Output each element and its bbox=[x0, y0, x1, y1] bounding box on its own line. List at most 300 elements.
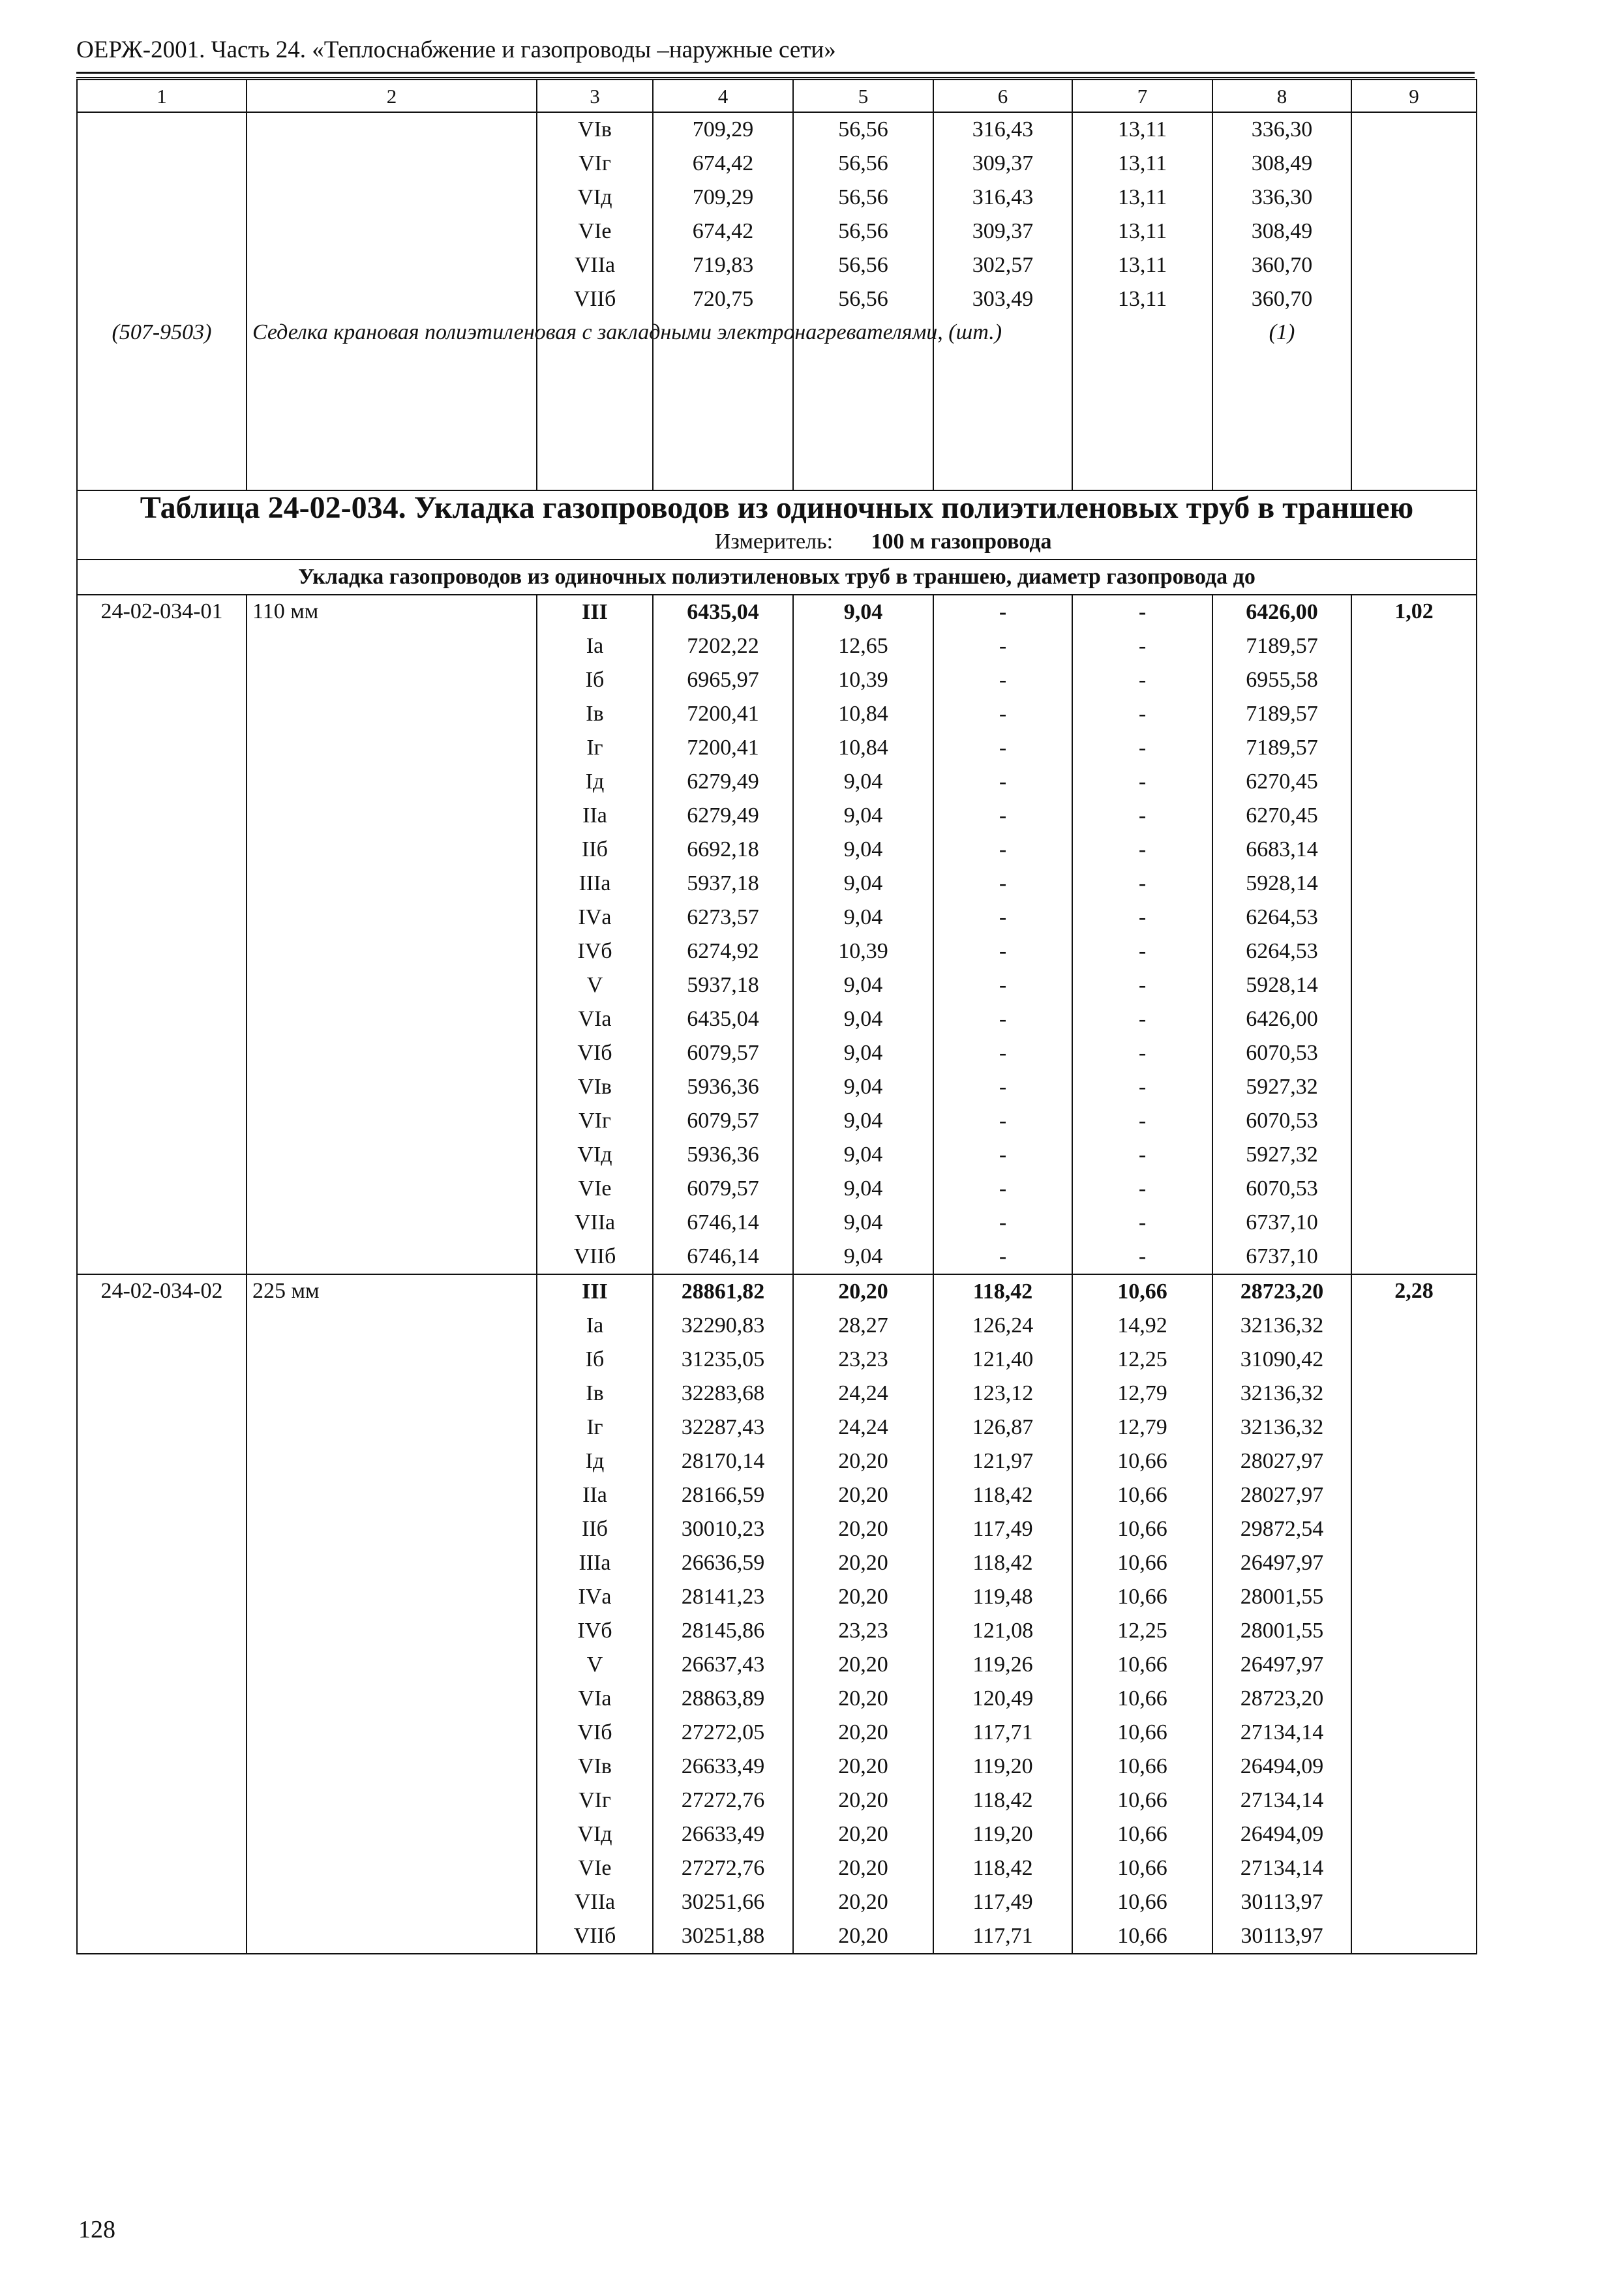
value-cell: 12,25 bbox=[1072, 1343, 1212, 1377]
value-cell: 12,79 bbox=[1072, 1377, 1212, 1411]
value-cell: Iв bbox=[537, 697, 653, 731]
value-cell: - bbox=[933, 629, 1072, 663]
value-cell: - bbox=[933, 935, 1072, 968]
value-cell: - bbox=[933, 1240, 1072, 1274]
value-cell: 10,66 bbox=[1072, 1919, 1212, 1954]
value-cell: 10,66 bbox=[1072, 1648, 1212, 1682]
value-cell: 118,42 bbox=[933, 1784, 1072, 1818]
value-cell: 6746,14 bbox=[653, 1206, 793, 1240]
column-number: 1 bbox=[77, 80, 247, 112]
value-cell: 119,48 bbox=[933, 1580, 1072, 1614]
value-cell: - bbox=[1072, 1138, 1212, 1172]
value-cell: VIе bbox=[537, 1172, 653, 1206]
value-cell: 126,87 bbox=[933, 1411, 1072, 1444]
column-number: 5 bbox=[793, 80, 933, 112]
value-cell: 30251,66 bbox=[653, 1885, 793, 1919]
value-cell: 6955,58 bbox=[1212, 663, 1351, 697]
value-cell: 9,04 bbox=[793, 968, 933, 1002]
value-cell: 5927,32 bbox=[1212, 1070, 1351, 1104]
value-cell: - bbox=[933, 1036, 1072, 1070]
value-cell: - bbox=[933, 1104, 1072, 1138]
value-cell: 6965,97 bbox=[653, 663, 793, 697]
value-cell: 10,66 bbox=[1072, 1885, 1212, 1919]
value-cell: - bbox=[933, 799, 1072, 833]
value-cell: Iб bbox=[537, 1343, 653, 1377]
value-cell: 24,24 bbox=[793, 1411, 933, 1444]
measure-label: Измеритель: bbox=[714, 530, 834, 554]
value-cell: 9,04 bbox=[793, 1240, 933, 1274]
value-cell: 120,49 bbox=[933, 1682, 1072, 1716]
value-cell: 30113,97 bbox=[1212, 1885, 1351, 1919]
value-cell: 121,97 bbox=[933, 1444, 1072, 1478]
value-cell: - bbox=[933, 968, 1072, 1002]
column-number: 2 bbox=[247, 80, 537, 112]
resource-code: (507-9503) bbox=[77, 316, 247, 490]
column-number: 8 bbox=[1212, 80, 1351, 112]
table-row bbox=[77, 595, 1477, 629]
value-cell: IVб bbox=[537, 935, 653, 968]
value-cell: 6435,04 bbox=[653, 1002, 793, 1036]
value-cell: - bbox=[933, 1070, 1072, 1104]
value-cell: 10,66 bbox=[1072, 1716, 1212, 1750]
value-cell: IVа bbox=[537, 901, 653, 935]
value-cell: 26633,49 bbox=[653, 1750, 793, 1784]
value-cell: 5936,36 bbox=[653, 1070, 793, 1104]
value-cell: 709,29 bbox=[653, 181, 793, 215]
value-cell: 6426,00 bbox=[1212, 1002, 1351, 1036]
value-cell: 123,12 bbox=[933, 1377, 1072, 1411]
value-cell: VIб bbox=[537, 1036, 653, 1070]
value-cell: VIа bbox=[537, 1002, 653, 1036]
value-cell: 30010,23 bbox=[653, 1512, 793, 1546]
value-cell: 709,29 bbox=[653, 112, 793, 147]
value-cell: 28001,55 bbox=[1212, 1614, 1351, 1648]
value-cell: 6279,49 bbox=[653, 799, 793, 833]
value-cell: 119,20 bbox=[933, 1818, 1072, 1851]
value-cell: 20,20 bbox=[793, 1274, 933, 1309]
value-cell: 316,43 bbox=[933, 112, 1072, 147]
value-cell: 27134,14 bbox=[1212, 1784, 1351, 1818]
value-cell: 26497,97 bbox=[1212, 1648, 1351, 1682]
value-cell: IIIа bbox=[537, 1546, 653, 1580]
page-number: 128 bbox=[78, 2216, 115, 2243]
value-cell: 9,04 bbox=[793, 867, 933, 901]
value-cell: 5928,14 bbox=[1212, 867, 1351, 901]
value-cell: - bbox=[1072, 935, 1212, 968]
value-cell: - bbox=[933, 901, 1072, 935]
value-cell: 9,04 bbox=[793, 1104, 933, 1138]
value-cell: 20,20 bbox=[793, 1478, 933, 1512]
value-cell: - bbox=[1072, 1070, 1212, 1104]
table-title: Таблица 24-02-034. Укладка газопроводов из одиночных полиэтиленовых труб в траншею bbox=[140, 490, 1414, 525]
value-cell: 7189,57 bbox=[1212, 629, 1351, 663]
value-cell: 6079,57 bbox=[653, 1172, 793, 1206]
value-cell: 10,84 bbox=[793, 731, 933, 765]
running-header: ОЕРЖ-2001. Часть 24. «Теплоснабжение и газопроводы –наружные сети» bbox=[76, 37, 836, 63]
value-cell: - bbox=[1072, 968, 1212, 1002]
value-cell: - bbox=[1072, 833, 1212, 867]
value-cell: 20,20 bbox=[793, 1512, 933, 1546]
value-cell: 10,66 bbox=[1072, 1274, 1212, 1309]
value-cell: 9,04 bbox=[793, 1138, 933, 1172]
value-cell: 32290,83 bbox=[653, 1309, 793, 1343]
value-cell: IIIа bbox=[537, 867, 653, 901]
value-cell: - bbox=[933, 867, 1072, 901]
value-cell: 56,56 bbox=[793, 282, 933, 316]
value-cell: - bbox=[1072, 1002, 1212, 1036]
header-rule-thin bbox=[76, 77, 1475, 78]
value-cell: 6264,53 bbox=[1212, 935, 1351, 968]
value-cell: VIг bbox=[537, 1104, 653, 1138]
coef-cell bbox=[1351, 112, 1477, 316]
value-cell: V bbox=[537, 1648, 653, 1682]
value-cell: 20,20 bbox=[793, 1851, 933, 1885]
value-cell: VIIа bbox=[537, 248, 653, 282]
name-cell bbox=[247, 112, 537, 316]
value-cell: 28863,89 bbox=[653, 1682, 793, 1716]
value-cell: 24,24 bbox=[793, 1377, 933, 1411]
value-cell: 336,30 bbox=[1212, 181, 1351, 215]
value-cell: 302,57 bbox=[933, 248, 1072, 282]
value-cell: 31235,05 bbox=[653, 1343, 793, 1377]
column-number: 3 bbox=[537, 80, 653, 112]
value-cell: 26637,43 bbox=[653, 1648, 793, 1682]
value-cell: 32136,32 bbox=[1212, 1309, 1351, 1343]
value-cell: VIIб bbox=[537, 1240, 653, 1274]
value-cell: 118,42 bbox=[933, 1546, 1072, 1580]
value-cell: 336,30 bbox=[1212, 112, 1351, 147]
value-cell: 121,40 bbox=[933, 1343, 1072, 1377]
value-cell: 9,04 bbox=[793, 799, 933, 833]
value-cell: - bbox=[933, 1138, 1072, 1172]
value-cell: 6692,18 bbox=[653, 833, 793, 867]
value-cell: 360,70 bbox=[1212, 248, 1351, 282]
value-cell: 6274,92 bbox=[653, 935, 793, 968]
value-cell: 13,11 bbox=[1072, 215, 1212, 248]
subtitle: Укладка газопроводов из одиночных полиэтиленовых труб в траншею, диаметр газопровода до bbox=[77, 560, 1477, 595]
value-cell: III bbox=[537, 1274, 653, 1309]
value-cell: IIа bbox=[537, 799, 653, 833]
value-cell: 56,56 bbox=[793, 147, 933, 181]
column-number: 4 bbox=[653, 80, 793, 112]
value-cell: - bbox=[933, 595, 1072, 629]
value-cell: 10,39 bbox=[793, 935, 933, 968]
value-cell: - bbox=[1072, 799, 1212, 833]
value-cell: 117,49 bbox=[933, 1885, 1072, 1919]
value-cell: - bbox=[933, 1172, 1072, 1206]
value-cell: III bbox=[537, 595, 653, 629]
value-cell: 28027,97 bbox=[1212, 1478, 1351, 1512]
value-cell: 26633,49 bbox=[653, 1818, 793, 1851]
value-cell: 56,56 bbox=[793, 215, 933, 248]
value-cell: 10,66 bbox=[1072, 1682, 1212, 1716]
value-cell: 6070,53 bbox=[1212, 1172, 1351, 1206]
value-cell: 10,66 bbox=[1072, 1546, 1212, 1580]
code-cell bbox=[77, 112, 247, 316]
value-cell: Iа bbox=[537, 629, 653, 663]
value-cell: - bbox=[1072, 1104, 1212, 1138]
value-cell: - bbox=[1072, 1172, 1212, 1206]
value-cell: 10,66 bbox=[1072, 1851, 1212, 1885]
value-cell: 10,66 bbox=[1072, 1784, 1212, 1818]
value-cell: 26494,09 bbox=[1212, 1750, 1351, 1784]
value-cell: - bbox=[1072, 1240, 1212, 1274]
value-cell: 6079,57 bbox=[653, 1036, 793, 1070]
value-cell: 13,11 bbox=[1072, 181, 1212, 215]
value-cell: 9,04 bbox=[793, 595, 933, 629]
value-cell: 720,75 bbox=[653, 282, 793, 316]
value-cell: 13,11 bbox=[1072, 147, 1212, 181]
value-cell: 12,25 bbox=[1072, 1614, 1212, 1648]
value-cell: 6746,14 bbox=[653, 1240, 793, 1274]
value-cell: 7200,41 bbox=[653, 697, 793, 731]
value-cell: 117,71 bbox=[933, 1919, 1072, 1954]
resource-qty: (1) bbox=[1212, 316, 1351, 490]
value-cell: 6435,04 bbox=[653, 595, 793, 629]
value-cell: Iд bbox=[537, 765, 653, 799]
value-cell: 9,04 bbox=[793, 1002, 933, 1036]
value-cell: VIIб bbox=[537, 1919, 653, 1954]
value-cell: IVб bbox=[537, 1614, 653, 1648]
value-cell: 28145,86 bbox=[653, 1614, 793, 1648]
value-cell: VIIа bbox=[537, 1885, 653, 1919]
value-cell: 126,24 bbox=[933, 1309, 1072, 1343]
value-cell: 308,49 bbox=[1212, 147, 1351, 181]
value-cell: 10,66 bbox=[1072, 1580, 1212, 1614]
value-cell: VIв bbox=[537, 1750, 653, 1784]
value-cell: IIб bbox=[537, 1512, 653, 1546]
value-cell: - bbox=[933, 1206, 1072, 1240]
value-cell: 20,20 bbox=[793, 1682, 933, 1716]
value-cell: 6070,53 bbox=[1212, 1036, 1351, 1070]
value-cell: VIе bbox=[537, 1851, 653, 1885]
value-cell: 6079,57 bbox=[653, 1104, 793, 1138]
value-cell: 27272,76 bbox=[653, 1851, 793, 1885]
value-cell: VIIб bbox=[537, 282, 653, 316]
value-cell: 28723,20 bbox=[1212, 1274, 1351, 1309]
value-cell: IIб bbox=[537, 833, 653, 867]
value-cell: 30113,97 bbox=[1212, 1919, 1351, 1954]
value-cell: - bbox=[933, 697, 1072, 731]
value-cell: 5937,18 bbox=[653, 968, 793, 1002]
value-cell: 10,66 bbox=[1072, 1512, 1212, 1546]
value-cell: 20,20 bbox=[793, 1919, 933, 1954]
value-cell: 30251,88 bbox=[653, 1919, 793, 1954]
value-cell: 719,83 bbox=[653, 248, 793, 282]
value-cell: VIв bbox=[537, 1070, 653, 1104]
value-cell: 309,37 bbox=[933, 147, 1072, 181]
value-cell: 12,79 bbox=[1072, 1411, 1212, 1444]
value-cell: 20,20 bbox=[793, 1716, 933, 1750]
value-cell: - bbox=[1072, 765, 1212, 799]
value-cell: 5936,36 bbox=[653, 1138, 793, 1172]
value-cell: - bbox=[1072, 1036, 1212, 1070]
value-cell: 674,42 bbox=[653, 147, 793, 181]
column-number: 7 bbox=[1072, 80, 1212, 112]
value-cell: - bbox=[933, 833, 1072, 867]
value-cell: 119,20 bbox=[933, 1750, 1072, 1784]
value-cell: 56,56 bbox=[793, 248, 933, 282]
value-cell: 28001,55 bbox=[1212, 1580, 1351, 1614]
value-cell: 20,20 bbox=[793, 1648, 933, 1682]
value-cell: 7200,41 bbox=[653, 731, 793, 765]
table-row bbox=[77, 112, 1477, 147]
value-cell: 9,04 bbox=[793, 1036, 933, 1070]
value-cell: 28141,23 bbox=[653, 1580, 793, 1614]
value-cell: 6270,45 bbox=[1212, 765, 1351, 799]
value-cell: 6279,49 bbox=[653, 765, 793, 799]
value-cell: 31090,42 bbox=[1212, 1343, 1351, 1377]
value-cell: Iд bbox=[537, 1444, 653, 1478]
resource-name: Седелка крановая полиэтиленовая с закладными электронагревателями, (шт.) bbox=[247, 316, 537, 490]
value-cell: 14,92 bbox=[1072, 1309, 1212, 1343]
value-cell: 6737,10 bbox=[1212, 1206, 1351, 1240]
value-cell: 308,49 bbox=[1212, 215, 1351, 248]
value-cell: 13,11 bbox=[1072, 248, 1212, 282]
value-cell: 117,49 bbox=[933, 1512, 1072, 1546]
value-cell: VIг bbox=[537, 147, 653, 181]
value-cell: 7189,57 bbox=[1212, 731, 1351, 765]
value-cell: Iа bbox=[537, 1309, 653, 1343]
value-cell: 6683,14 bbox=[1212, 833, 1351, 867]
value-cell: - bbox=[1072, 697, 1212, 731]
value-cell: 20,20 bbox=[793, 1818, 933, 1851]
value-cell: 6270,45 bbox=[1212, 799, 1351, 833]
value-cell: 316,43 bbox=[933, 181, 1072, 215]
value-cell: 28,27 bbox=[793, 1309, 933, 1343]
value-cell: 12,65 bbox=[793, 629, 933, 663]
value-cell: 32136,32 bbox=[1212, 1377, 1351, 1411]
coefficient: 2,28 bbox=[1351, 1274, 1477, 1954]
value-cell: 7202,22 bbox=[653, 629, 793, 663]
value-cell: 309,37 bbox=[933, 215, 1072, 248]
measure-cell bbox=[77, 525, 1477, 560]
value-cell: 360,70 bbox=[1212, 282, 1351, 316]
value-cell: Iв bbox=[537, 1377, 653, 1411]
value-cell: 13,11 bbox=[1072, 112, 1212, 147]
value-cell: IIа bbox=[537, 1478, 653, 1512]
value-cell: 6426,00 bbox=[1212, 595, 1351, 629]
coefficient: 1,02 bbox=[1351, 595, 1477, 1274]
value-cell: 13,11 bbox=[1072, 282, 1212, 316]
value-cell: 10,66 bbox=[1072, 1478, 1212, 1512]
value-cell: - bbox=[1072, 867, 1212, 901]
value-cell: 20,20 bbox=[793, 1885, 933, 1919]
value-cell: VIд bbox=[537, 181, 653, 215]
value-cell: Iб bbox=[537, 663, 653, 697]
value-cell: 9,04 bbox=[793, 901, 933, 935]
value-cell: - bbox=[1072, 731, 1212, 765]
value-cell: 6273,57 bbox=[653, 901, 793, 935]
value-cell: 56,56 bbox=[793, 181, 933, 215]
value-cell: 32283,68 bbox=[653, 1377, 793, 1411]
column-number: 9 bbox=[1351, 80, 1477, 112]
value-cell: 28861,82 bbox=[653, 1274, 793, 1309]
value-cell: - bbox=[933, 1002, 1072, 1036]
value-cell: - bbox=[1072, 901, 1212, 935]
value-cell: 9,04 bbox=[793, 765, 933, 799]
value-cell: 20,20 bbox=[793, 1750, 933, 1784]
resource-row bbox=[77, 316, 1477, 490]
value-cell: VIб bbox=[537, 1716, 653, 1750]
value-cell: 118,42 bbox=[933, 1851, 1072, 1885]
value-cell: 28166,59 bbox=[653, 1478, 793, 1512]
measure-value: 100 м газопровода bbox=[871, 530, 1052, 554]
value-cell: VIIа bbox=[537, 1206, 653, 1240]
value-cell: 23,23 bbox=[793, 1614, 933, 1648]
value-cell: 27272,76 bbox=[653, 1784, 793, 1818]
value-cell: VIв bbox=[537, 112, 653, 147]
value-cell: VIд bbox=[537, 1138, 653, 1172]
value-cell: 28170,14 bbox=[653, 1444, 793, 1478]
value-cell: - bbox=[1072, 1206, 1212, 1240]
value-cell: 23,23 bbox=[793, 1343, 933, 1377]
table-row bbox=[77, 1274, 1477, 1309]
value-cell: VIд bbox=[537, 1818, 653, 1851]
value-cell: - bbox=[933, 731, 1072, 765]
value-cell: 27272,05 bbox=[653, 1716, 793, 1750]
value-cell: 117,71 bbox=[933, 1716, 1072, 1750]
value-cell: 26494,09 bbox=[1212, 1818, 1351, 1851]
column-number-row bbox=[77, 80, 1477, 112]
value-cell: 121,08 bbox=[933, 1614, 1072, 1648]
rates-table bbox=[76, 79, 1477, 1954]
column-number: 6 bbox=[933, 80, 1072, 112]
value-cell: 20,20 bbox=[793, 1546, 933, 1580]
value-cell: 118,42 bbox=[933, 1274, 1072, 1309]
value-cell: 5937,18 bbox=[653, 867, 793, 901]
value-cell: 29872,54 bbox=[1212, 1512, 1351, 1546]
value-cell: V bbox=[537, 968, 653, 1002]
value-cell: - bbox=[1072, 629, 1212, 663]
norm-code: 24-02-034-02 bbox=[77, 1274, 247, 1954]
value-cell: 303,49 bbox=[933, 282, 1072, 316]
value-cell: 6070,53 bbox=[1212, 1104, 1351, 1138]
value-cell bbox=[1351, 316, 1477, 490]
value-cell: 118,42 bbox=[933, 1478, 1072, 1512]
norm-code: 24-02-034-01 bbox=[77, 595, 247, 1274]
value-cell: VIа bbox=[537, 1682, 653, 1716]
value-cell: 9,04 bbox=[793, 1070, 933, 1104]
value-cell: 56,56 bbox=[793, 112, 933, 147]
value-cell: 5928,14 bbox=[1212, 968, 1351, 1002]
value-cell: 27134,14 bbox=[1212, 1716, 1351, 1750]
value-cell: - bbox=[933, 663, 1072, 697]
value-cell: VIг bbox=[537, 1784, 653, 1818]
value-cell: 32136,32 bbox=[1212, 1411, 1351, 1444]
table-title-cell bbox=[77, 490, 1477, 525]
value-cell: VIе bbox=[537, 215, 653, 248]
pipe-diameter: 225 мм bbox=[247, 1274, 537, 1954]
value-cell: 6737,10 bbox=[1212, 1240, 1351, 1274]
value-cell: 20,20 bbox=[793, 1580, 933, 1614]
value-cell: 9,04 bbox=[793, 833, 933, 867]
value-cell: 10,66 bbox=[1072, 1444, 1212, 1478]
value-cell: 26497,97 bbox=[1212, 1546, 1351, 1580]
value-cell: 7189,57 bbox=[1212, 697, 1351, 731]
value-cell: 27134,14 bbox=[1212, 1851, 1351, 1885]
value-cell: - bbox=[933, 765, 1072, 799]
value-cell: 20,20 bbox=[793, 1444, 933, 1478]
value-cell: Iг bbox=[537, 731, 653, 765]
value-cell: 10,39 bbox=[793, 663, 933, 697]
value-cell: - bbox=[1072, 595, 1212, 629]
value-cell: - bbox=[1072, 663, 1212, 697]
pipe-diameter: 110 мм bbox=[247, 595, 537, 1274]
value-cell: 26636,59 bbox=[653, 1546, 793, 1580]
value-cell: 28723,20 bbox=[1212, 1682, 1351, 1716]
header-rule bbox=[76, 72, 1475, 74]
